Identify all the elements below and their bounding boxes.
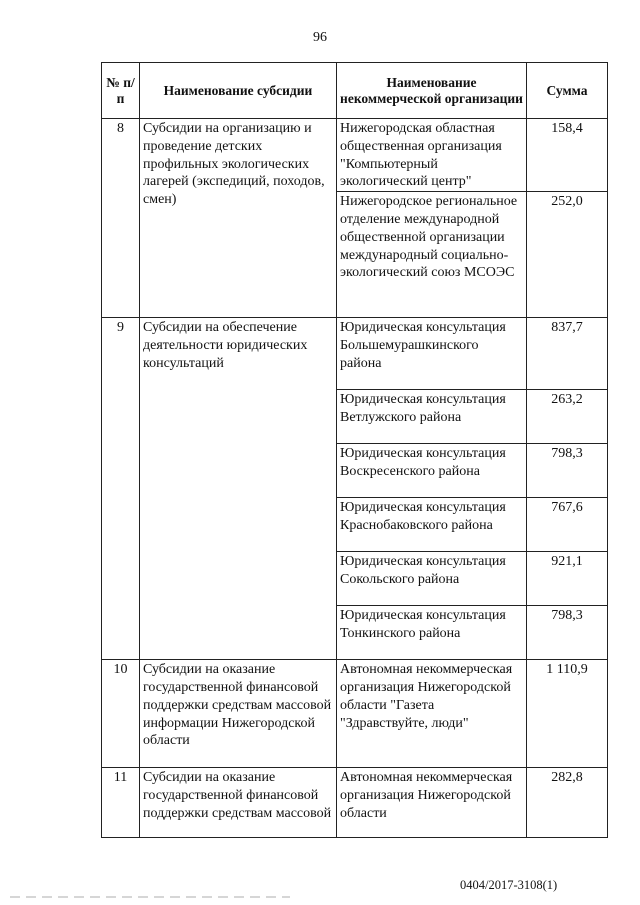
organization-name: Юридическая консультация Большемурашкинского района <box>337 318 527 390</box>
amount: 837,7 <box>527 318 608 390</box>
amount: 798,3 <box>527 444 608 498</box>
subsidy-table <box>101 62 608 838</box>
header-amount: Сумма <box>527 63 608 119</box>
amount: 921,1 <box>527 552 608 606</box>
row-number: 8 <box>102 119 140 318</box>
row-number: 11 <box>102 768 140 838</box>
organization-name: Нижегородское региональное отделение международной общественной организации международный социально-экологический союз МСОЭС <box>337 192 527 318</box>
amount: 798,3 <box>527 606 608 660</box>
amount: 1 110,9 <box>527 660 608 768</box>
subsidy-name: Субсидии на обеспечение деятельности юридических консультаций <box>140 318 337 660</box>
scan-artifact-line <box>10 896 290 898</box>
subsidy-name: Субсидии на оказание государственной финансовой поддержки средствам массовой информации Нижегородской области <box>140 660 337 768</box>
amount: 282,8 <box>527 768 608 838</box>
row-number: 9 <box>102 318 140 660</box>
subsidy-name: Субсидии на организацию и проведение детских профильных экологических лагерей (экспедиций, походов, смен) <box>140 119 337 318</box>
page-number: 96 <box>313 30 327 45</box>
table-row <box>102 119 608 192</box>
row-number: 10 <box>102 660 140 768</box>
document-code: 0404/2017-3108(1) <box>460 878 558 892</box>
table-row <box>102 768 608 838</box>
subsidy-name: Субсидии на оказание государственной финансовой поддержки средствам массовой <box>140 768 337 838</box>
amount: 158,4 <box>527 119 608 192</box>
table-row <box>102 660 608 768</box>
table-row <box>102 318 608 390</box>
organization-name: Юридическая консультация Воскресенского района <box>337 444 527 498</box>
organization-name: Юридическая консультация Сокольского района <box>337 552 527 606</box>
amount: 767,6 <box>527 498 608 552</box>
organization-name: Юридическая консультация Тонкинского района <box>337 606 527 660</box>
organization-name: Нижегородская областная общественная организация "Компьютерный экологический центр" <box>337 119 527 192</box>
header-organization: Наименование некоммерческой организации <box>337 63 527 119</box>
organization-name: Юридическая консультация Краснобаковского района <box>337 498 527 552</box>
header-num: № п/п <box>102 63 140 119</box>
amount: 263,2 <box>527 390 608 444</box>
amount: 252,0 <box>527 192 608 318</box>
organization-name: Автономная некоммерческая организация Нижегородской области <box>337 768 527 838</box>
header-subsidy: Наименование субсидии <box>140 63 337 119</box>
organization-name: Автономная некоммерческая организация Нижегородской области "Газета "Здравствуйте, люди" <box>337 660 527 768</box>
table-header-row <box>102 63 608 119</box>
organization-name: Юридическая консультация Ветлужского района <box>337 390 527 444</box>
